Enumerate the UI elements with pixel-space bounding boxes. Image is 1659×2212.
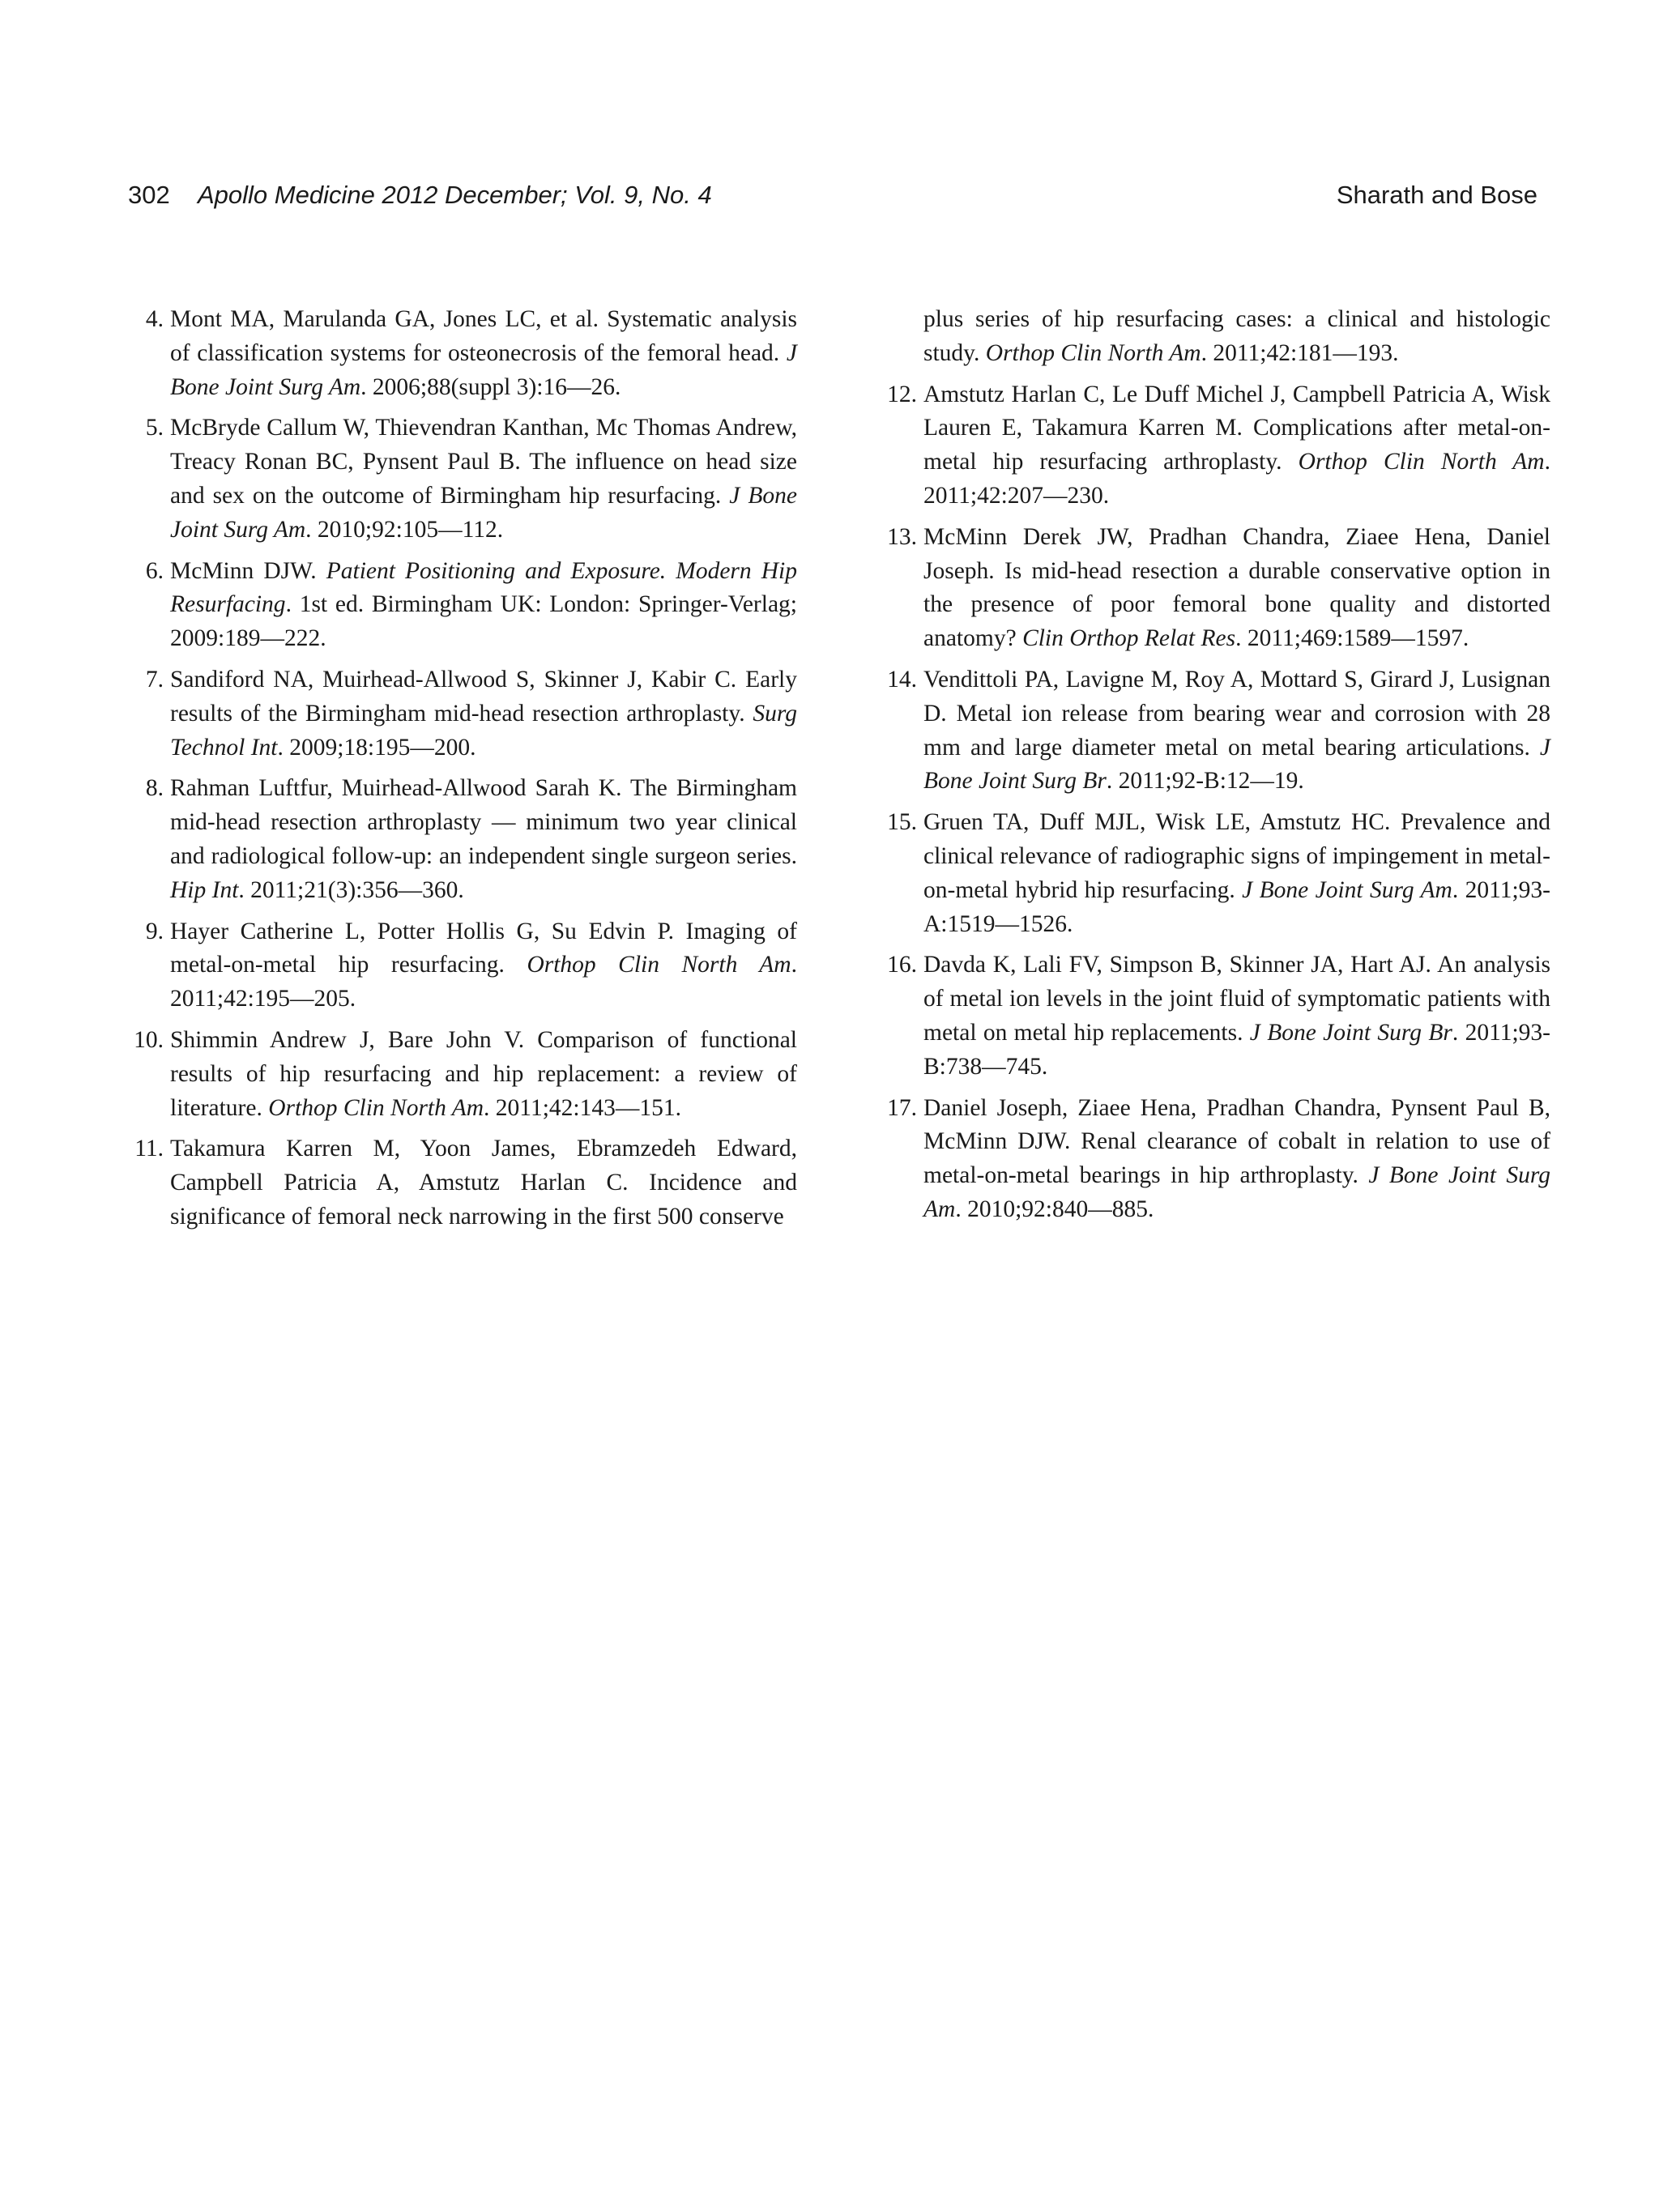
reference-item — [128, 1132, 797, 1234]
reference-number: 8. — [145, 775, 164, 802]
reference-number: 7. — [145, 666, 164, 693]
reference-item — [128, 772, 797, 907]
reference-journal: Orthop Clin North Am — [527, 952, 791, 978]
reference-authors-title: Gruen TA, Duff MJL, Wisk LE, Amstutz HC. Prevalence and clinical relevance of radiographic signs of impingement in metal-on-metal hybrid hip resurfacing. — [923, 809, 1550, 903]
reference-authors-title: Sandiford NA, Muirhead-Allwood S, Skinner J, Kabir C. Early results of the Birmingham mid-head resection arthroplasty. — [170, 666, 797, 727]
reference-item — [881, 948, 1550, 1084]
reference-number: 11. — [134, 1136, 164, 1162]
reference-journal: J Bone Joint Surg Br — [923, 734, 1550, 795]
reference-journal: J Bone Joint Surg Am — [923, 1162, 1551, 1222]
reference-text — [170, 667, 797, 761]
reference-authors-title: Vendittoli PA, Lavigne M, Roy A, Mottard S, Girard J, Lusignan D. Metal ion release from bearing wear and corrosion with 28 mm and large diameter metal on metal bearing articulations. — [923, 666, 1550, 761]
reference-authors-title: McMinn Derek JW, Pradhan Chandra, Ziaee Hena, Daniel Joseph. Is mid-head resection a durable conservative option in the presence of poor femoral bone quality and distorted anatomy? — [923, 523, 1550, 652]
reference-authors-title: Shimmin Andrew J, Bare John V. Comparison of functional results of hip resurfacing and hip replacement: a review of literature. — [170, 1026, 797, 1121]
reference-journal: Surg Technol Int — [170, 700, 797, 761]
reference-item — [128, 663, 797, 765]
reference-text — [170, 775, 797, 902]
reference-text — [170, 1027, 797, 1121]
reference-citation: . 2009;18:195—200. — [277, 734, 476, 761]
reference-citation: . 2010;92:840—885. — [955, 1196, 1154, 1222]
reference-text — [170, 306, 797, 400]
reference-citation: . 2011;42:143—151. — [484, 1094, 681, 1121]
reference-number: 6. — [145, 557, 164, 584]
reference-text — [170, 1136, 797, 1230]
reference-text — [170, 415, 797, 542]
reference-text — [170, 558, 797, 652]
journal-info: Apollo Medicine 2012 December; Vol. 9, No. 4 — [198, 181, 712, 209]
reference-text — [923, 306, 1550, 366]
reference-number: 14. — [887, 666, 917, 693]
reference-text — [923, 809, 1550, 936]
reference-citation: . 1st ed. Birmingham UK: London: Springer-Verlag; 2009:189—222. — [170, 591, 797, 652]
reference-journal: Hip Int — [170, 876, 239, 903]
reference-item — [881, 521, 1550, 656]
reference-authors-title: McMinn DJW. — [170, 557, 326, 584]
reference-number: 4. — [145, 306, 164, 332]
reference-item — [881, 663, 1550, 799]
reference-authors-title: Mont MA, Marulanda GA, Jones LC, et al. Systematic analysis of classification systems for osteonecrosis of the femoral head. — [170, 306, 797, 366]
reference-item — [128, 1024, 797, 1125]
reference-item — [881, 378, 1550, 514]
reference-citation: . 2011;93-A:1519—1526. — [923, 876, 1550, 937]
reference-text — [923, 381, 1550, 509]
reference-authors-title: Takamura Karren M, Yoon James, Ebramzedeh Edward, Campbell Patricia A, Amstutz Harlan C. Incidence and significance of femoral neck narrowing in the first 500 conserve — [170, 1136, 797, 1230]
reference-text — [923, 524, 1550, 651]
running-authors: Sharath and Bose — [1336, 181, 1537, 209]
reference-citation: . 2011;42:195—205. — [170, 952, 797, 1012]
reference-citation: . 2010;92:105—112. — [305, 516, 504, 543]
reference-continuation — [881, 303, 1550, 371]
reference-number: 16. — [887, 952, 917, 978]
reference-journal: Orthop Clin North Am — [1298, 449, 1545, 475]
reference-authors-title: Daniel Joseph, Ziaee Hena, Pradhan Chandra, Pynsent Paul B, McMinn DJW. Renal clearance of cobalt in relation to use of metal-on-metal bearings in hip arthroplasty. — [923, 1094, 1550, 1189]
reference-number: 15. — [887, 809, 917, 836]
reference-journal: J Bone Joint Surg Br — [1249, 1019, 1452, 1046]
reference-citation: . 2011;42:207—230. — [923, 449, 1550, 509]
reference-authors-title: McBryde Callum W, Thievendran Kanthan, Mc Thomas Andrew, Treacy Ronan BC, Pynsent Paul B. The influence on head size and sex on the outcome of Birmingham hip resurfacing. — [170, 415, 797, 509]
reference-item — [128, 411, 797, 547]
reference-text — [923, 1095, 1550, 1222]
reference-text — [923, 952, 1550, 1079]
reference-citation: . 2006;88(suppl 3):16—26. — [360, 373, 621, 400]
reference-journal: Orthop Clin North Am — [268, 1094, 484, 1121]
reference-journal: J Bone Joint Surg Am — [170, 482, 797, 543]
reference-journal: Clin Orthop Relat Res — [1022, 625, 1236, 652]
references-right-column — [881, 303, 1550, 1234]
reference-journal: J Bone Joint Surg Am — [1242, 876, 1452, 903]
reference-item — [881, 806, 1550, 941]
reference-item — [881, 1092, 1550, 1227]
running-header — [128, 181, 1537, 221]
reference-item — [128, 555, 797, 656]
reference-number: 5. — [145, 415, 164, 441]
reference-number: 17. — [887, 1094, 917, 1121]
reference-citation: . 2011;42:181—193. — [1201, 339, 1399, 366]
reference-number: 13. — [887, 523, 917, 550]
reference-item — [128, 915, 797, 1016]
reference-journal: Patient Positioning and Exposure. Modern Hip Resurfacing — [170, 557, 798, 618]
reference-authors-title: Rahman Luftfur, Muirhead-Allwood Sarah K. The Birmingham mid-head resection arthroplasty — minimum two year clinical and radiological follow-up: an independent single surgeon series. — [170, 775, 797, 869]
reference-authors-title: Amstutz Harlan C, Le Duff Michel J, Campbell Patricia A, Wisk Lauren E, Takamura Karren M. Complications after metal-on-metal hip resurfacing arthroplasty. — [923, 381, 1550, 475]
reference-text — [923, 667, 1550, 794]
reference-citation: . 2011;93-B:738—745. — [923, 1019, 1550, 1080]
references-left-column — [128, 303, 797, 1242]
reference-authors-title: plus series of hip resurfacing cases: a clinical and histologic study. — [923, 306, 1550, 366]
reference-item — [128, 303, 797, 404]
reference-authors-title: Hayer Catherine L, Potter Hollis G, Su Edvin P. Imaging of metal-on-metal hip resurfacing. — [170, 918, 797, 978]
reference-citation: . 2011;469:1589—1597. — [1235, 625, 1469, 652]
reference-citation: . 2011;21(3):356—360. — [238, 876, 464, 903]
reference-journal: Orthop Clin North Am — [985, 339, 1201, 366]
reference-text — [170, 918, 797, 1012]
reference-number: 9. — [145, 918, 164, 944]
reference-number: 10. — [134, 1026, 164, 1053]
page-number: 302 — [128, 181, 170, 209]
reference-number: 12. — [887, 381, 917, 407]
reference-authors-title: Davda K, Lali FV, Simpson B, Skinner JA, Hart AJ. An analysis of metal ion levels in the joint fluid of symptomatic patients with metal on metal hip replacements. — [923, 952, 1550, 1046]
reference-citation: . 2011;92-B:12—19. — [1106, 768, 1304, 795]
reference-journal: J Bone Joint Surg Am — [170, 339, 797, 400]
